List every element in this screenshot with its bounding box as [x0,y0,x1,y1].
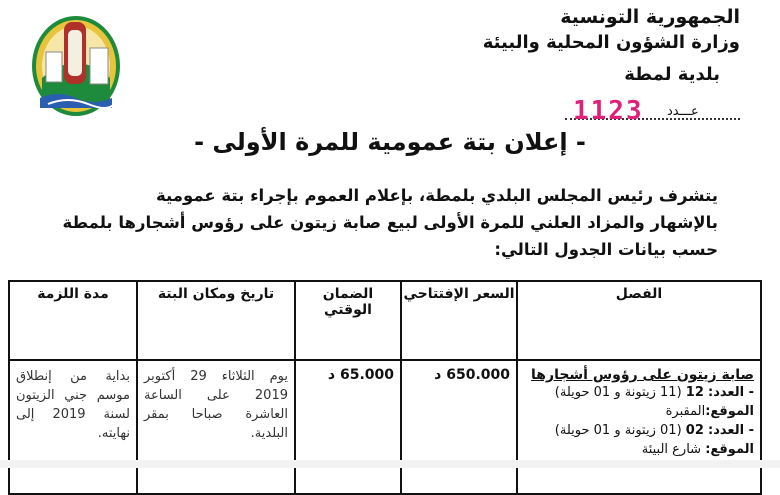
location-value: المقبرة [665,404,706,419]
reference-label: عـــدد [667,104,699,119]
reference-number: 1123 [573,96,644,126]
header-duration: مدة اللزمة [9,281,137,360]
intro-line: بالإشهار والمزاد العلني للمرة الأولى لبيع صابة زيتون على رؤوس أشجارها بلمطة [62,213,718,232]
cell-fasl [517,360,761,494]
ministry-heading: وزارة الشؤون المحلية والبيئة [482,32,740,53]
count-value: 12 [685,385,704,400]
header-date-place: تاريخ ومكان البتة [137,281,295,360]
municipality-logo [28,8,124,118]
header-price: السعر الإفتتاحي [401,281,517,360]
count-value: 02 [685,423,704,438]
intro-paragraph [62,182,718,263]
count-label: - العدد: [708,385,754,400]
cell-price [401,360,517,494]
count-detail: (01 زيتونة و 01 حويلة) [554,423,682,438]
announcement-title: - إعلان بتة عمومية للمرة الأولى - [194,128,586,156]
location-label: الموقع: [705,442,754,457]
municipality-heading: بلدية لمطة [624,64,720,85]
cell-duration [9,360,137,494]
count-label: - العدد: [708,423,754,438]
page-bottom-edge [0,460,780,468]
republic-heading: الجمهورية التونسية [560,6,740,28]
header-deposit: الضمان الوقتي [295,281,401,360]
count-detail: (11 زيتونة و 01 حويلة) [554,385,682,400]
header-fasl: الفصل [517,281,761,360]
cell-deposit [295,360,401,494]
location-value: شارع البيئة [641,442,702,457]
fasl-location-2 [524,440,754,459]
reference-number-row [555,96,745,130]
location-label: الموقع: [705,404,754,419]
table-row [9,360,761,494]
fasl-count-2 [524,421,754,440]
fasl-title: صابة زيتون على رؤوس أشجارها [531,367,754,383]
date-place-text: يوم الثلاثاء 29 أكتوبر 2019 على الساعة العاشرة صباحا بمقر البلدية. [144,369,288,441]
intro-line: حسب بيانات الجدول التالي: [494,240,718,259]
intro-line: يتشرف رئيس المجلس البلدي بلمطة، بإعلام العموم بإجراء بتة عمومية [156,186,718,205]
fasl-count-1 [524,383,754,402]
table-header-row [9,281,761,360]
duration-text: بداية من إنطلاق موسم جني الزيتون لسنة 2019 إلى نهايته. [16,369,130,441]
cell-date-place [137,360,295,494]
deposit-value: 65.000 د [327,367,394,383]
municipality-emblem-icon [28,8,124,118]
fasl-location-1 [524,402,754,421]
price-value: 650.000 د [434,367,510,383]
